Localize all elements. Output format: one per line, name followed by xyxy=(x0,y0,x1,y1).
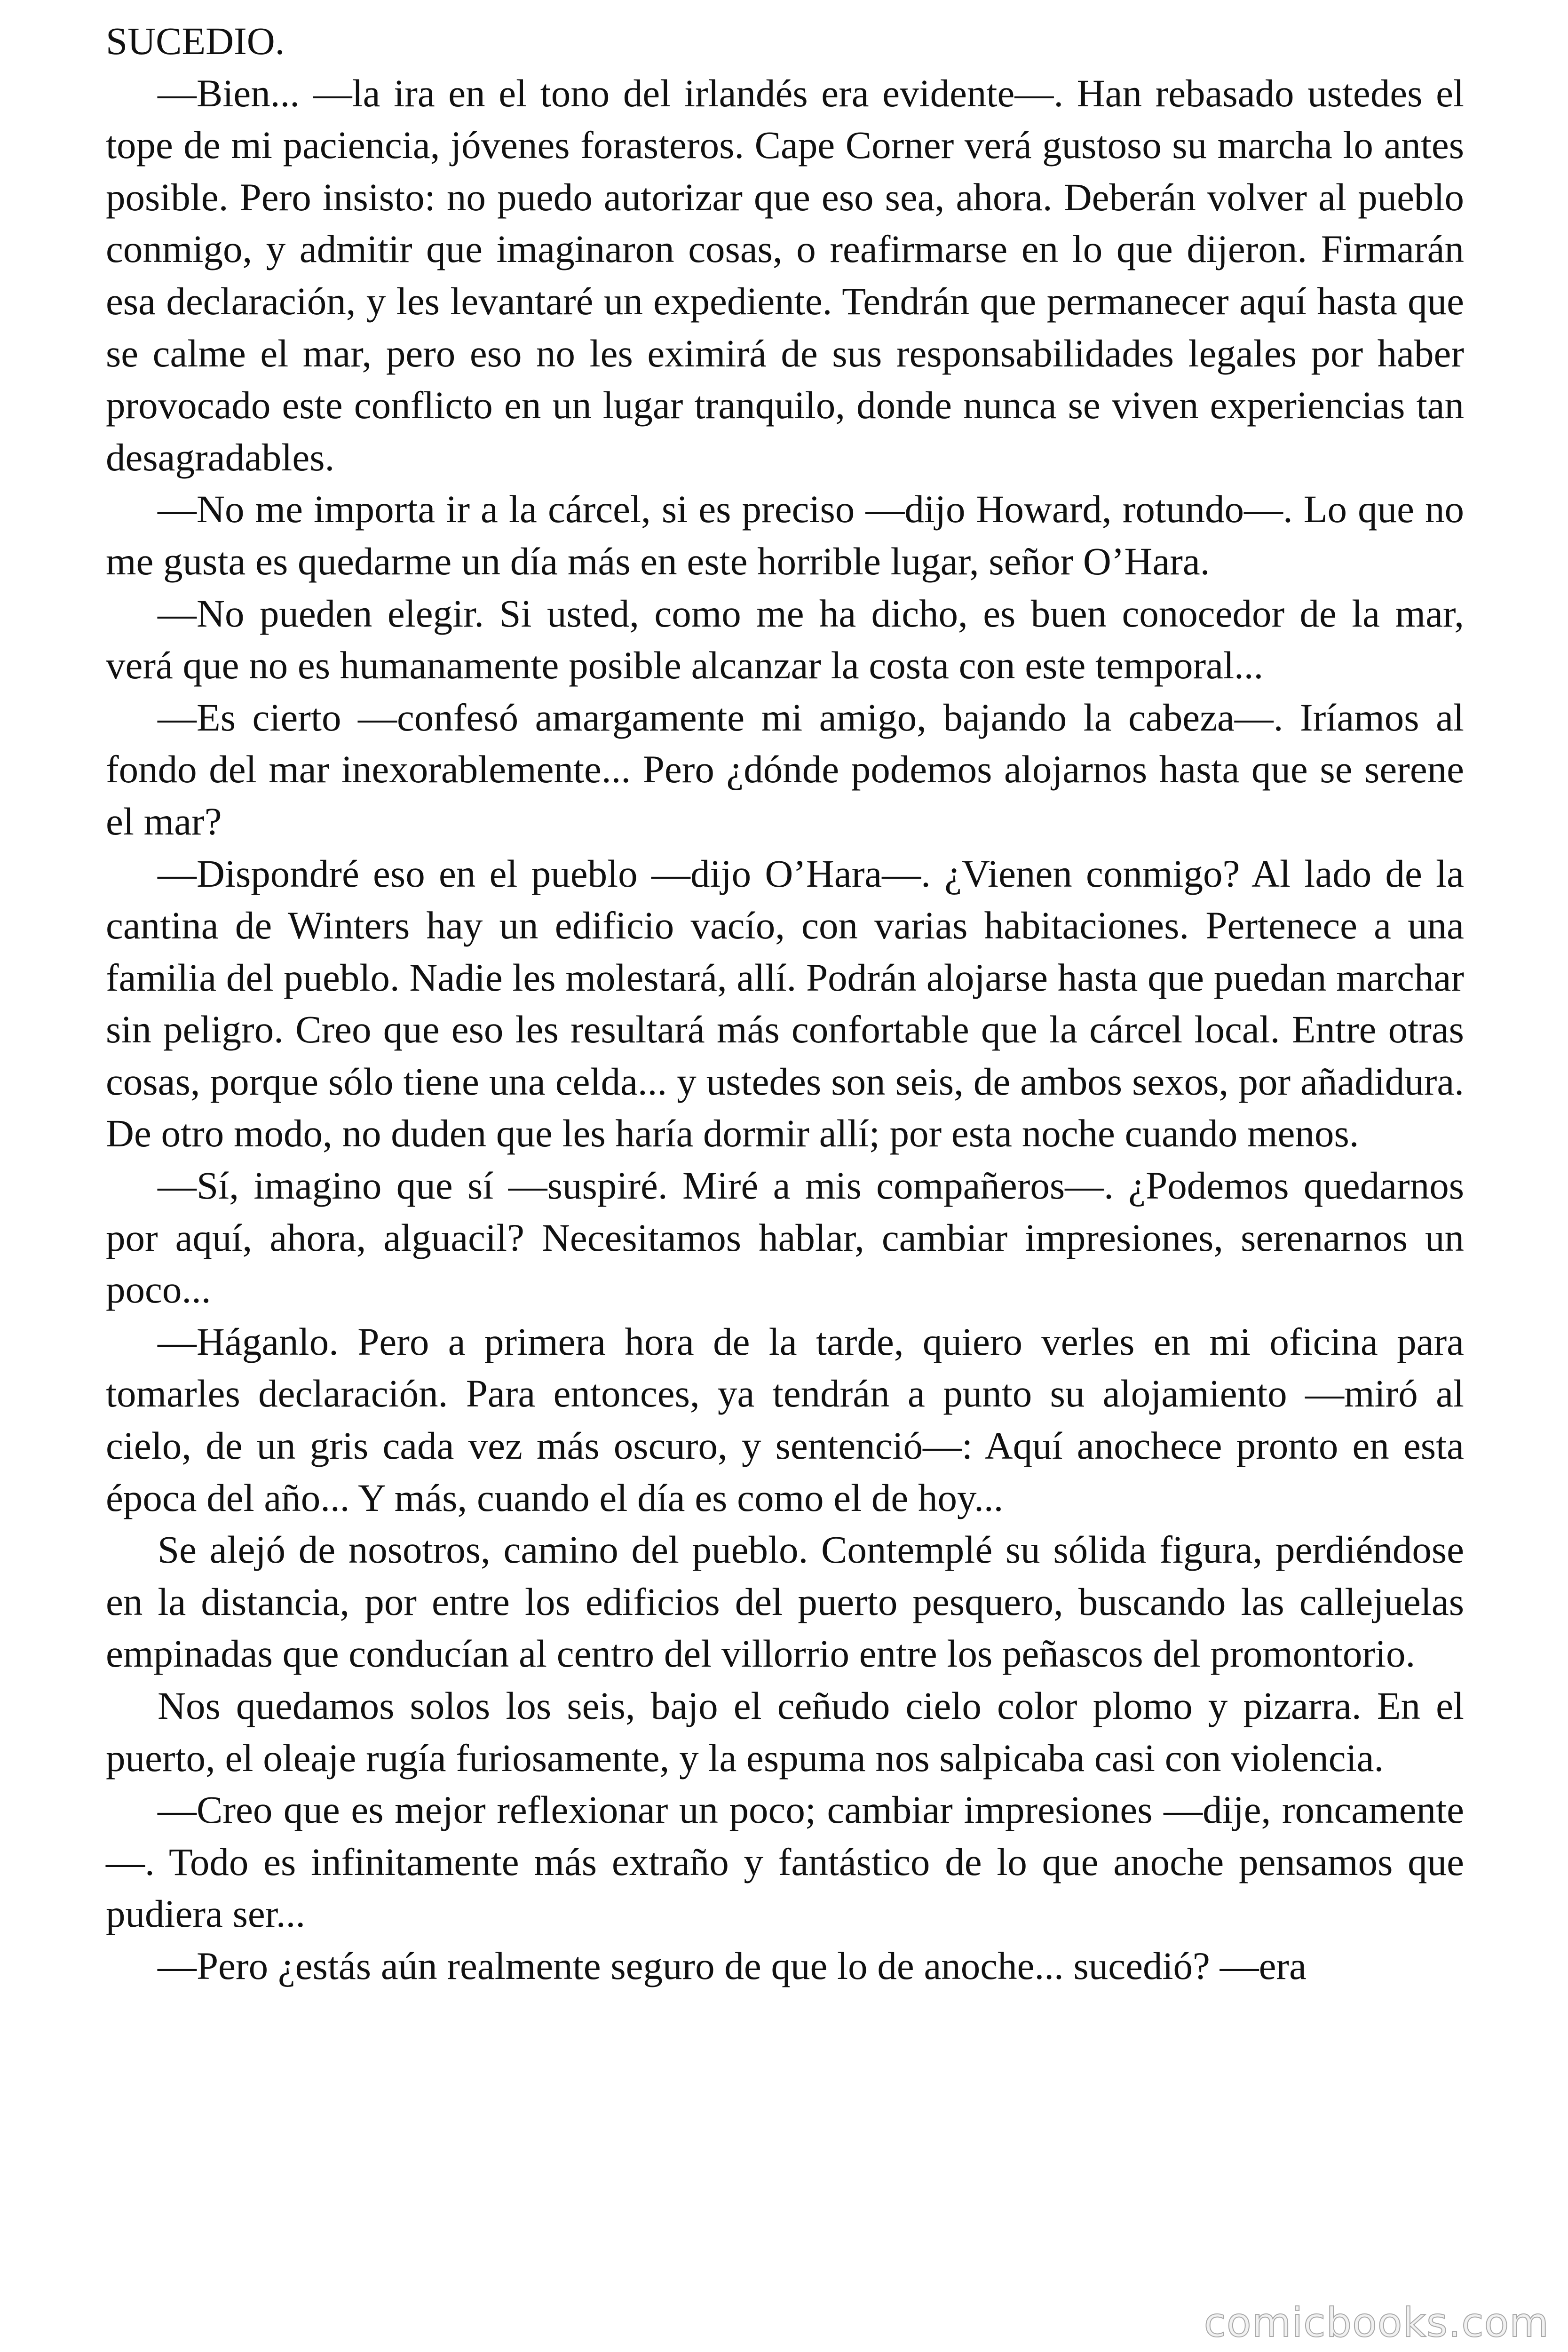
paragraph: —Dispondré eso en el pueblo —dijo O’Hara—. ¿Vienen conmigo? Al lado de la cantina de Winters hay un edificio vacío, con varias habitaciones. Pertenece a una familia del pueblo. Nadie les molestará, allí. Podrán alojarse hasta que puedan marchar sin peligro. Creo que eso les resultará más confortable que la cárcel local. Entre otras cosas, porque sólo tiene una celda... y ustedes son seis, de ambos sexos, por añadidura. De otro modo, no duden que les haría dormir allí; por esta noche cuando menos. xyxy=(106,851,1464,1155)
paragraph: —No pueden elegir. Si usted, como me ha dicho, es buen conocedor de la mar, verá que no es humanamente posible alcanzar la costa con este temporal... xyxy=(106,591,1464,687)
paragraph: —Creo que es mejor reflexionar un poco; cambiar impresiones —dije, roncamente—. Todo es infinitamente más extraño y fantástico de lo que anoche pensamos que pudiera ser... xyxy=(106,1788,1464,1936)
paragraph: —Bien... —la ira en el tono del irlandés era evidente—. Han rebasado ustedes el tope de mi paciencia, jóvenes forasteros. Cape Corner verá gustoso su marcha lo antes posible. Pero insisto: no puedo autorizar que eso sea, ahora. Deberán volver al pueblo conmigo, y admitir que imaginaron cosas, o reafirmarse en lo que dijeron. Firmarán esa declaración, y les levantaré un expediente. Tendrán que permanecer aquí hasta que se calme el mar, pero eso no les eximirá de sus responsabilidades legales por haber provocado este conflicto en un lugar tranquilo, donde nunca se viven experiencias tan desagradables. xyxy=(106,71,1464,479)
paragraph: —Sí, imagino que sí —suspiré. Miré a mis compañeros—. ¿Podemos quedarnos por aquí, ahora, alguacil? Necesitamos hablar, cambiar impresiones, serenarnos un poco... xyxy=(106,1164,1464,1311)
paragraph: Nos quedamos solos los seis, bajo el ceñudo cielo color plomo y pizarra. En el puerto, el oleaje rugía furiosamente, y la espuma nos salpicaba casi con violencia. xyxy=(106,1684,1464,1780)
book-page-text xyxy=(106,15,1464,1992)
paragraph: SUCEDIO. xyxy=(106,19,285,63)
paragraph: —Es cierto —confesó amargamente mi amigo, bajando la cabeza—. Iríamos al fondo del mar inexorablemente... Pero ¿dónde podemos alojarnos hasta que se serene el mar? xyxy=(106,695,1464,843)
paragraph: —Háganlo. Pero a primera hora de la tarde, quiero verles en mi oficina para tomarles declaración. Para entonces, ya tendrán a punto su alojamiento —miró al cielo, de un gris cada vez más oscuro, y sentenció—: Aquí anochece pronto en esta época del año... Y más, cuando el día es como el de hoy... xyxy=(106,1319,1464,1519)
watermark: comicbooks.com xyxy=(1204,2299,1549,2346)
paragraph: —Pero ¿estás aún realmente seguro de que lo de anoche... sucedió? —era xyxy=(158,1944,1307,1987)
paragraph: —No me importa ir a la cárcel, si es preciso —dijo Howard, rotundo—. Lo que no me gusta es quedarme un día más en este horrible lugar, señor O’Hara. xyxy=(106,487,1464,583)
paragraph: Se alejó de nosotros, camino del pueblo. Contemplé su sólida figura, perdiéndose en la distancia, por entre los edificios del puerto pesquero, buscando las callejuelas empinadas que conducían al centro del villorrio entre los peñascos del promontorio. xyxy=(106,1528,1464,1676)
